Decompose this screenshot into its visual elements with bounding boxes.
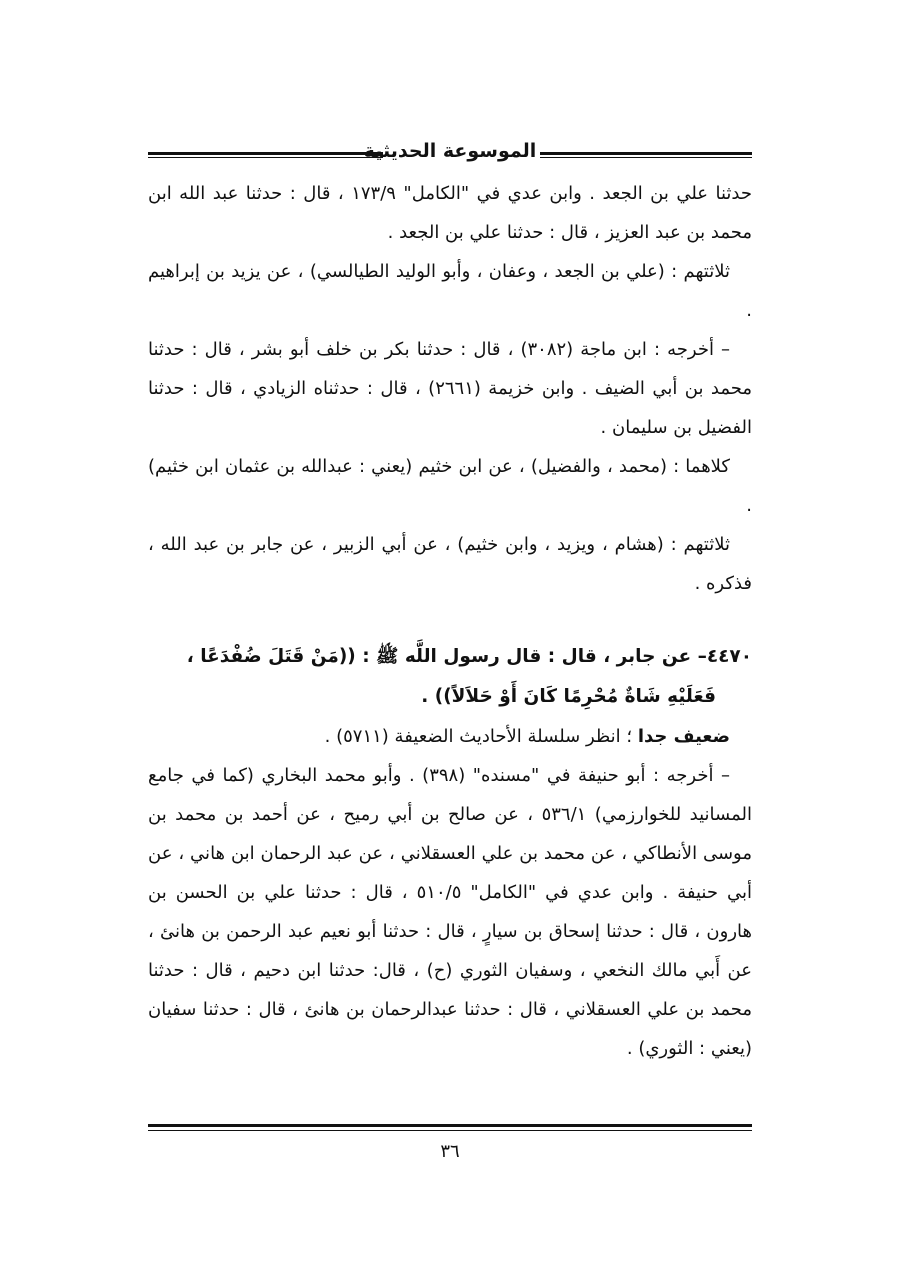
grade-label: ضعيف جدا <box>637 726 730 747</box>
page-content <box>148 140 752 1068</box>
hadith-text-continued: فَعَلَيْهِ شَاةٌ مُحْرِمًا كَانَ أَوْ حَلاَلاً)) . <box>421 686 716 707</box>
page-footer <box>148 1124 752 1162</box>
running-header <box>148 140 752 174</box>
header-title: الموسوعة الحديثية <box>363 140 537 162</box>
paragraph-1: حدثنا علي بن الجعد . وابن عدي في "الكامل" ١٧٣/٩ ، قال : حدثنا عبد الله ابن محمد بن عبد العزيز ، قال : حدثنا علي بن الجعد . <box>148 183 752 243</box>
hadith-text: ٤٤٧٠– عن جابر ، قال : قال رسول اللَّه ﷺ : ((مَنْ قَتَلَ ضُفْدَعًا ، <box>186 646 752 667</box>
grade-line <box>148 717 752 756</box>
takhrij-paragraph: – أخرجه : أبو حنيفة في "مسنده" (٣٩٨) . وأبو محمد البخاري (كما في جامع المسانيد للخوارزمي) ٥٣٦/١ ، عن صالح بن أبي رميح ، عن أحمد بن محمد بن موسى الأنطاكي ، عن محمد بن علي العسقلاني ، عن عبد الرحمان ابن هاني ، عن أبي حنيفة . وابن عدي في "الكامل" ٥١٠/٥ ، قال : حدثنا علي بن الحسن بن هارون ، قال : حدثنا إسحاق بن سيارٍ ، قال : حدثنا أبو نعيم عبد الرحمن بن هانئ ، عن أَبي مالك النخعي ، وسفيان الثوري (ح) ، قال: حدثنا ابن دحيم ، قال : حدثنا محمد بن علي العسقلاني ، قال : حدثنا عبدالرحمان بن هانئ ، قال : حدثنا سفيان (يعني : الثوري) . <box>148 765 752 1059</box>
page-number: ٣٦ <box>440 1141 460 1162</box>
paragraph-3: – أخرجه : ابن ماجة (٣٠٨٢) ، قال : حدثنا بكر بن خلف أبو بشر ، قال : حدثنا محمد بن أبي الضيف . وابن خزيمة (٢٦٦١) ، قال : حدثناه الزيادي ، قال : حدثنا الفضيل بن سليمان . <box>148 339 752 438</box>
footer-rule-thick <box>148 1124 752 1127</box>
grade-reference: ؛ انظر سلسلة الأحاديث الضعيفة (٥٧١١) . <box>324 726 638 747</box>
paragraph-4: كلاهما : (محمد ، والفضيل) ، عن ابن خثيم (يعني : عبدالله بن عثمان ابن خثيم) . <box>148 456 752 516</box>
header-rule-right <box>540 152 752 158</box>
footer-rule-thin <box>148 1130 752 1131</box>
paragraph-2: ثلاثتهم : (علي بن الجعد ، وعفان ، وأبو الوليد الطيالسي) ، عن يزيد بن إبراهيم . <box>148 261 752 321</box>
section-gap <box>148 603 752 637</box>
paragraph-5: ثلاثتهم : (هشام ، ويزيد ، وابن خثيم) ، عن أبي الزبير ، عن جابر بن عبد الله ، فذكره . <box>148 534 752 594</box>
